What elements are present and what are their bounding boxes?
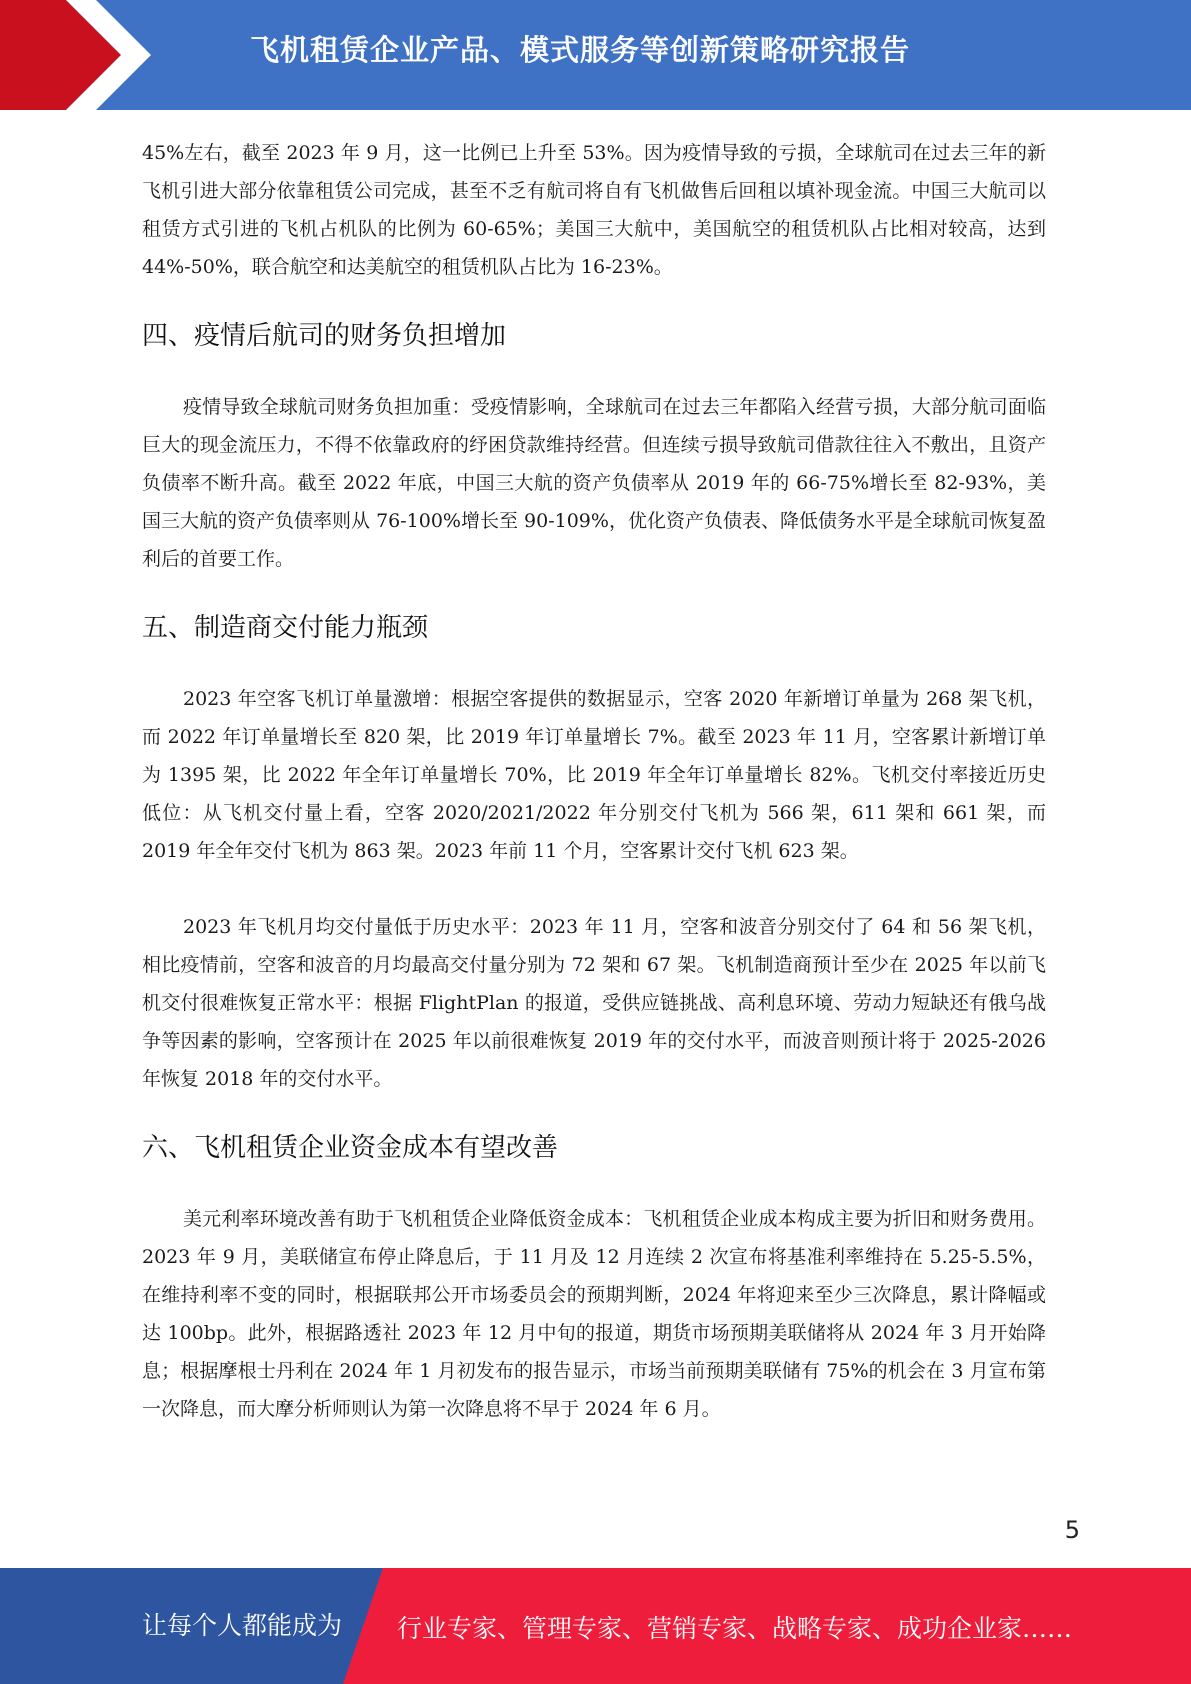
footer-slogan-right: 行业专家、管理专家、营销专家、战略专家、成功企业家…… bbox=[397, 1614, 1073, 1643]
page-number: 5 bbox=[1064, 1516, 1080, 1544]
intro-paragraph: 45%左右，截至 2023 年 9 月，这一比例已上升至 53%。因为疫情导致的亏损，全球航司在过去三年的新飞机引进大部分依靠租赁公司完成，甚至不乏有航司将自有飞机做售后回租以填补现金流。中国三大航司以租赁方式引进的飞机占机队的比例为 60-65%；美国三大航中，美国航空的租赁机队占比相对较高，达到 44%-50%，联合航空和达美航空的租赁机队占比为 16-23%。 bbox=[142, 142, 1046, 278]
section-5-heading: 五、制造商交付能力瓶颈 bbox=[142, 613, 429, 643]
section-5-paragraph-1: 2023 年空客飞机订单量激增：根据空客提供的数据显示，空客 2020 年新增订单量为 268 架飞机，而 2022 年订单量增长至 820 架，比 2019 年订单量增长 7%。截至 2023 年 11 月，空客累计新增订单为 1395 架，比 2022 年全年订单量增长 70%，比 2019 年全年订单量增长 82%。飞机交付率接近历史低位：从飞机交付量上看，空客 2020/2021/2022 年分别交付飞机为 566 架，611 架和 661 架，而 2019 年全年交付飞机为 863 架。2023 年前 11 个月，空客累计交付飞机 623 架。 bbox=[142, 688, 1046, 862]
section-6-paragraph: 美元利率环境改善有助于飞机租赁企业降低资金成本：飞机租赁企业成本构成主要为折旧和财务费用。2023 年 9 月，美联储宣布停止降息后，于 11 月及 12 月连续 2 次宣布将基准利率维持在 5.25-5.5%，在维持利率不变的同时，根据联邦公开市场委员会的预期判断，2024 年将迎来至少三次降息，累计降幅或达 100bp。此外，根据路透社 2023 年 12 月中旬的报道，期货市场预期美联储将从 2024 年 3 月开始降息；根据摩根士丹利在 2024 年 1 月初发布的报告显示，市场当前预期美联储有 75%的机会在 3 月宣布第一次降息，而大摩分析师则认为第一次降息将不早于 2024 年 6 月。 bbox=[142, 1208, 1046, 1420]
report-title: 飞机租赁企业产品、模式服务等创新策略研究报告 bbox=[250, 33, 911, 67]
page-footer bbox=[0, 1568, 1191, 1684]
header-arrow-graphic bbox=[0, 0, 160, 110]
section-5-paragraph-2: 2023 年飞机月均交付量低于历史水平：2023 年 11 月，空客和波音分别交付了 64 和 56 架飞机，相比疫情前，空客和波音的月均最高交付量分别为 72 架和 67 架。飞机制造商预计至少在 2025 年以前飞机交付很难恢复正常水平：根据 FlightPlan 的报道，受供应链挑战、高利息环境、劳动力短缺还有俄乌战争等因素的影响，空客预计在 2025 年以前很难恢复 2019 年的交付水平，而波音则预计将于 2025-2026 年恢复 2018 年的交付水平。 bbox=[142, 916, 1046, 1090]
page-header bbox=[0, 0, 1191, 110]
page-content bbox=[142, 134, 1046, 1428]
footer-slogan-left: 让每个人都能成为 bbox=[142, 1611, 343, 1640]
section-4-paragraph: 疫情导致全球航司财务负担加重：受疫情影响，全球航司在过去三年都陷入经营亏损，大部分航司面临巨大的现金流压力，不得不依靠政府的纾困贷款维持经营。但连续亏损导致航司借款往往入不敷出，且资产负债率不断升高。截至 2022 年底，中国三大航的资产负债率从 2019 年的 66-75%增长至 82-93%，美国三大航的资产负债率则从 76-100%增长至 90-109%，优化资产负债表、降低债务水平是全球航司恢复盈利后的首要工作。 bbox=[142, 396, 1046, 570]
section-6-heading: 六、飞机租赁企业资金成本有望改善 bbox=[142, 1133, 559, 1163]
paragraph-gap bbox=[142, 870, 1046, 908]
section-4-heading: 四、疫情后航司的财务负担增加 bbox=[142, 321, 507, 351]
